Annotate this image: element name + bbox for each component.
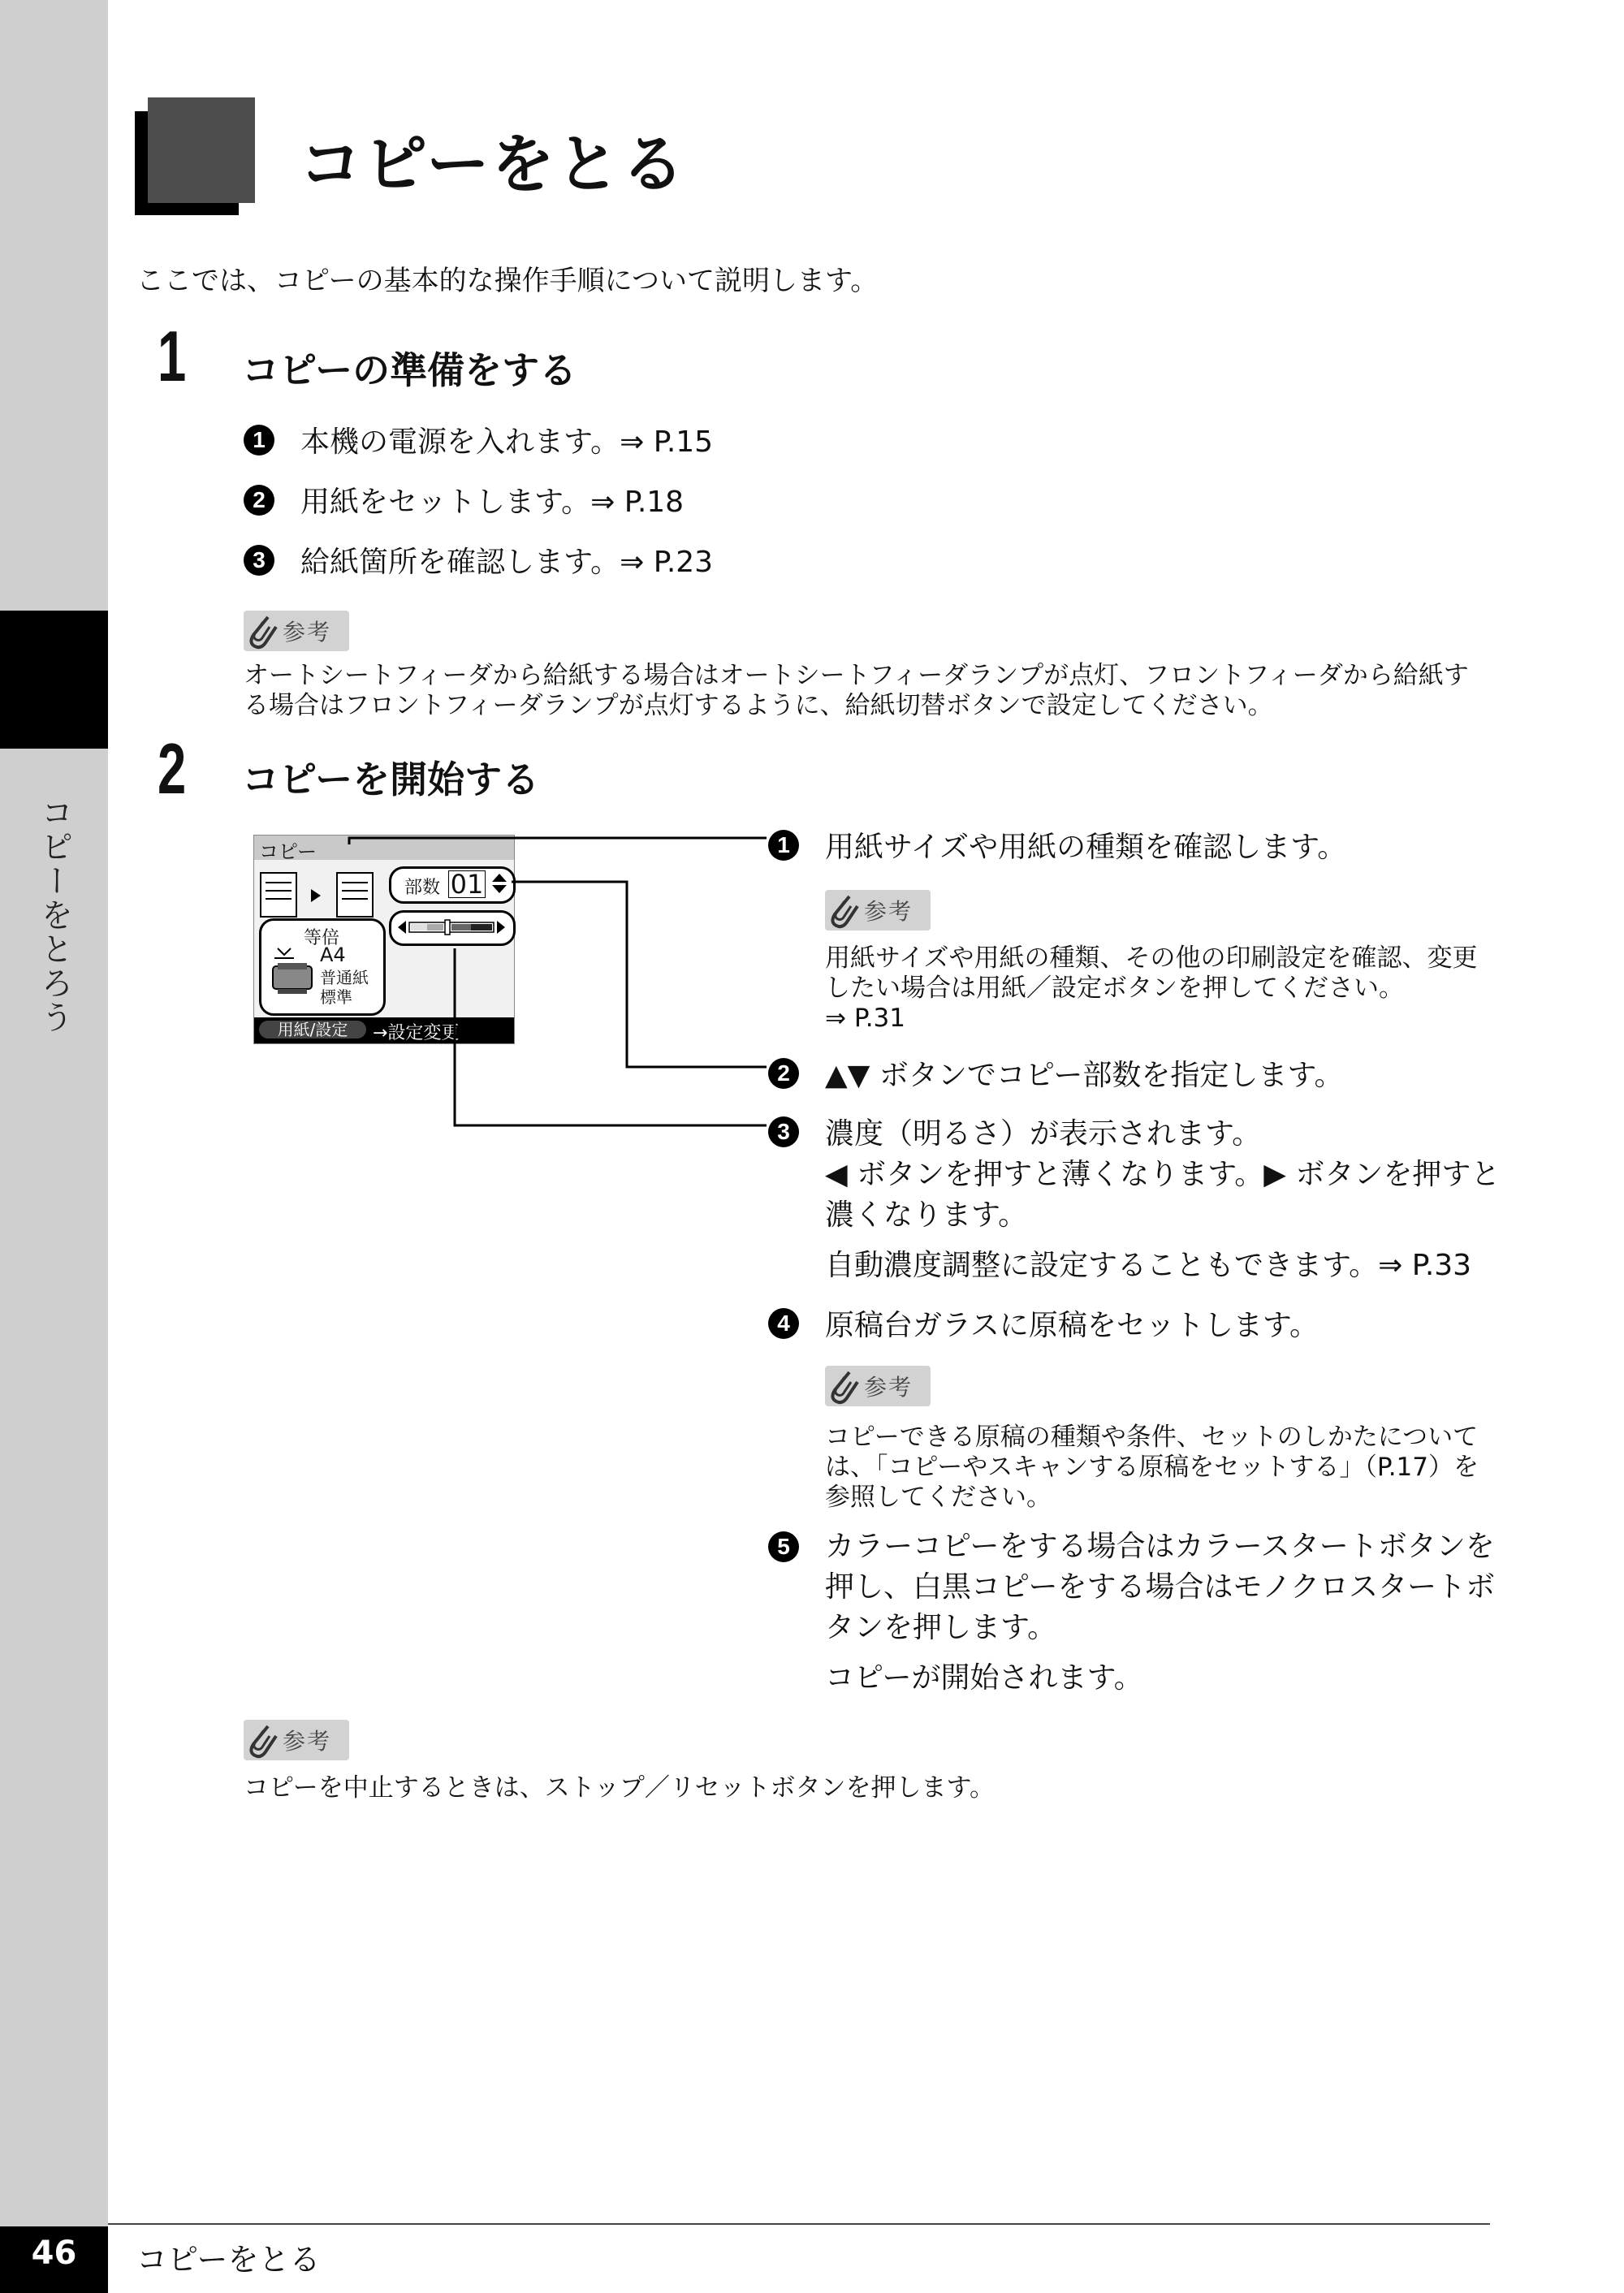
- item-detail: コピーが開始されます。: [825, 1661, 1143, 1695]
- item-text: 濃度（明るさ）が表示されます。: [825, 1117, 1262, 1151]
- lcd-paper-size: A4: [320, 944, 346, 966]
- step-number-badge: 2: [244, 485, 274, 516]
- density-bar-icon: [396, 918, 507, 937]
- section-tab-marker: [0, 611, 108, 749]
- item-text: 原稿台ガラスに原稿をセットします。: [825, 1309, 1320, 1342]
- detail-line: 自動濃度調整に設定することもできます。⇒ P.33: [825, 1249, 1472, 1282]
- lcd-screen-illustration: [253, 835, 515, 1044]
- item-line: カラーコピーをする場合はカラースタートボタンを: [825, 1530, 1495, 1563]
- detail-line: 濃くなります。: [825, 1198, 1028, 1232]
- step-number-badge: 1: [768, 830, 799, 861]
- note-text: [244, 661, 1469, 721]
- item-line: 押し、白黒コピーをする場合はモノクロスタートボ: [825, 1570, 1496, 1604]
- list-item: [244, 479, 684, 520]
- lcd-footer: [254, 1017, 514, 1043]
- list-item: [244, 539, 713, 581]
- page-title: コピーをとる: [299, 128, 686, 201]
- item-line: タンを押します。: [825, 1611, 1057, 1644]
- title-square-icon: [148, 97, 255, 203]
- note-label: 参考: [864, 898, 914, 925]
- lcd-footer-hint: →設定変更: [373, 1023, 460, 1043]
- lcd-magnification: 等倍: [304, 928, 340, 948]
- item-text: ▲▼ ボタンでコピー部数を指定します。: [825, 1059, 1344, 1092]
- footer-divider: [108, 2223, 1490, 2225]
- list-item: [768, 1527, 1495, 1699]
- document-copy-icon: [259, 871, 381, 920]
- up-down-arrow-icon: [490, 872, 508, 895]
- note-line: したい場合は用紙／設定ボタンを押してください。: [825, 974, 1404, 1003]
- detail-line: ◀ ボタンを押すと薄くなります。▶ ボタンを押すと: [825, 1158, 1501, 1191]
- step-number-badge: 1: [244, 425, 274, 456]
- page-number: 46: [31, 2235, 77, 2272]
- note-text: [825, 944, 1478, 1034]
- note-line: 用紙サイズや用紙の種類、その他の印刷設定を確認、変更: [825, 944, 1478, 973]
- step-number-badge: 5: [768, 1531, 799, 1562]
- section-label: コピーをとろう: [36, 796, 73, 1034]
- intro-text: ここでは、コピーの基本的な操作手順について説明します。: [136, 265, 879, 297]
- note-badge: [244, 611, 349, 651]
- step-number: 1: [158, 316, 187, 396]
- note-badge: [825, 890, 931, 931]
- note-line: オートシートフィーダから給紙する場合はオートシートフィーダランプが点灯、フロントフィーダから給紙す: [244, 661, 1469, 690]
- step-title: コピーを開始する: [242, 758, 540, 801]
- footer-title: コピーをとる: [136, 2242, 321, 2278]
- list-item: [768, 1111, 1261, 1152]
- note-line: は、「コピーやスキャンする原稿をセットする」（P.17）を: [825, 1453, 1479, 1482]
- item-text: 用紙をセットします。⇒ P.18: [300, 486, 685, 519]
- note-label: 参考: [283, 619, 332, 646]
- note-line: コピーできる原稿の種類や条件、セットのしかたについて: [825, 1423, 1479, 1452]
- step-number-badge: 3: [768, 1116, 799, 1147]
- item-text: 給紙箇所を確認します。⇒ P.23: [300, 546, 714, 579]
- step-number-badge: 3: [244, 545, 274, 576]
- lcd-status-box: [259, 918, 386, 1016]
- list-item: [768, 824, 1346, 866]
- callout-line-2: [512, 882, 767, 1067]
- step-title: コピーの準備をする: [242, 348, 577, 392]
- list-item: [768, 1302, 1319, 1344]
- step-number: 2: [158, 728, 187, 809]
- note-text: コピーを中止するときは、ストップ／リセットボタンを押します。: [244, 1773, 996, 1803]
- paperclip-icon: [244, 611, 279, 651]
- lcd-quality: 標準: [320, 987, 352, 1007]
- item-text: 本機の電源を入れます。⇒ P.15: [300, 425, 714, 459]
- note-badge: [825, 1366, 931, 1406]
- lcd-paper-type: 普通紙: [320, 968, 369, 987]
- note-label: 参考: [864, 1374, 914, 1401]
- paperclip-icon: [244, 1720, 279, 1760]
- paperclip-icon: [825, 890, 861, 931]
- printer-icon: [270, 945, 315, 999]
- lcd-density-field: [389, 910, 516, 946]
- item-details: [825, 1155, 1500, 1286]
- note-line: ⇒ P.31: [825, 1004, 905, 1033]
- list-item: [244, 419, 713, 460]
- lcd-title: コピー: [259, 840, 317, 863]
- note-label: 参考: [283, 1728, 332, 1755]
- list-item: [768, 1052, 1344, 1094]
- step-number-badge: 4: [768, 1308, 799, 1339]
- lcd-copies-field: [389, 866, 516, 904]
- paperclip-icon: [825, 1366, 861, 1406]
- lcd-header: [254, 836, 514, 863]
- note-text: [825, 1423, 1479, 1513]
- note-line: る場合はフロントフィーダランプが点灯するように、給紙切替ボタンで設定してください。: [244, 691, 1273, 720]
- step-number-badge: 2: [768, 1058, 799, 1089]
- lcd-footer-button: 用紙/設定: [259, 1021, 366, 1039]
- note-badge: [244, 1720, 349, 1760]
- lcd-copies-value: 01: [448, 870, 486, 898]
- lcd-copies-label: 部数: [404, 878, 441, 898]
- item-text: 用紙サイズや用紙の種類を確認します。: [825, 831, 1347, 864]
- item-text: [825, 1527, 1495, 1699]
- sidebar: [0, 0, 108, 2293]
- note-line: 参照してください。: [825, 1483, 1052, 1512]
